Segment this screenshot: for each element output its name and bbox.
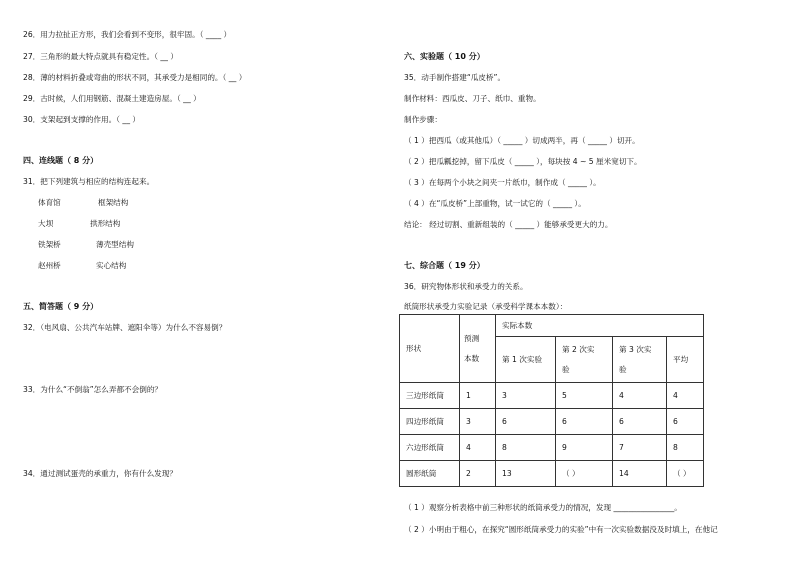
cell-shape: 四边形纸筒: [400, 409, 460, 435]
match-left-3: 铁架桥: [38, 240, 61, 249]
cell-shape: 三边形纸筒: [400, 383, 460, 409]
cell-shape: 圆形纸筒: [400, 461, 460, 487]
cell-trial-1: 8: [496, 435, 556, 461]
match-right-3: 薄壳型结构: [96, 240, 134, 249]
question-36: 36．研究物体形状和承受力的关系。: [404, 282, 528, 291]
cell-predict: 4: [460, 435, 496, 461]
header-shape: 形状: [400, 315, 460, 383]
cell-predict: 1: [460, 383, 496, 409]
question-35: 35．动手制作搭建“瓜皮桥”。: [404, 73, 506, 82]
table-caption: 纸筒形状承受力实验记录（承受科学课本本数）：: [404, 302, 568, 311]
cell-predict: 3: [460, 409, 496, 435]
header-trial-1: 第 1 次实验: [496, 337, 556, 383]
section-7-title: 七、综合题（ 19 分）: [404, 261, 485, 270]
steps-title: 制作步骤：: [404, 115, 442, 124]
table-row: [400, 435, 704, 461]
materials-text: 制作材料：西瓜皮、刀子、纸巾、重物。: [404, 94, 541, 103]
match-right-1: 框架结构: [98, 198, 129, 207]
experiment-table: [399, 314, 704, 487]
header-predict: 预测本数: [460, 315, 496, 383]
step-4: （ 4 ）在“瓜皮桥”上部重物，试一试它的（ _____ ）。: [404, 199, 586, 208]
match-right-2: 拱形结构: [90, 219, 121, 228]
header-actual: 实际本数: [496, 315, 704, 337]
cell-trial-2: 5: [556, 383, 613, 409]
section-5-title: 五、简答题（ 9 分）: [23, 302, 99, 311]
question-32: 32．（电风扇、公共汽车站牌、遮阳伞等）为什么不容易倒？: [23, 323, 227, 332]
cell-predict: 2: [460, 461, 496, 487]
conclusion-text: 结论： 经过切割、重新组装的（ _____ ）能够承受更大的力。: [404, 220, 613, 229]
cell-trial-2: 9: [556, 435, 613, 461]
table-row: [400, 383, 704, 409]
question-29: 29．古时候，人们用钢筋、混凝土建造房屋。（ __ ）: [23, 94, 201, 103]
cell-average: 8: [667, 435, 704, 461]
cell-trial-1: 3: [496, 383, 556, 409]
header-trial-3: 第 3 次实验: [613, 337, 667, 383]
header-trial-2: 第 2 次实验: [556, 337, 613, 383]
question-33: 33．为什么“不倒翁”怎么弄都不会倒的？: [23, 385, 163, 394]
step-1: （ 1 ）把西瓜（或其他瓜）（ _____ ）切成两半，再（ _____ ）切开。: [404, 136, 640, 145]
match-left-2: 大坝: [38, 219, 54, 228]
question-31: 31．把下列建筑与相应的结构连起来。: [23, 177, 155, 186]
step-2: （ 2 ）把瓜瓤挖掉，留下瓜皮（ _____ ），每块按 4 ~ 5 厘米宽切下。: [404, 157, 642, 166]
table-row: [400, 461, 704, 487]
section-4-title: 四、连线题（ 8 分）: [23, 156, 99, 165]
cell-average: 6: [667, 409, 704, 435]
header-average: 平均: [667, 337, 704, 383]
sub-question-2: （ 2 ）小明由于粗心，在探究“圆形纸筒承受力的实验”中有一次实验数据没及时填上，在他记: [404, 525, 718, 534]
match-left-1: 体育馆: [38, 198, 61, 207]
table-row: [400, 409, 704, 435]
match-left-4: 赵州桥: [38, 261, 61, 270]
question-34: 34．通过测试蛋壳的承重力，你有什么发现？: [23, 469, 177, 478]
cell-trial-3: 6: [613, 409, 667, 435]
cell-shape: 六边形纸筒: [400, 435, 460, 461]
cell-trial-3: 14: [613, 461, 667, 487]
cell-trial-3: 7: [613, 435, 667, 461]
sub-question-1: （ 1 ）观察分析表格中前三种形状的纸筒承受力的情况，发现 ________________。: [404, 503, 682, 512]
cell-average: （ ）: [667, 461, 704, 487]
question-30: 30．支架起到支撑的作用。（ __ ）: [23, 115, 141, 124]
cell-trial-1: 6: [496, 409, 556, 435]
cell-trial-2: 6: [556, 409, 613, 435]
match-right-4: 实心结构: [96, 261, 127, 270]
cell-trial-3: 4: [613, 383, 667, 409]
cell-trial-1: 13: [496, 461, 556, 487]
step-3: （ 3 ）在每两个小块之间夹一片纸巾，制作成（ _____ ）。: [404, 178, 601, 187]
cell-average: 4: [667, 383, 704, 409]
cell-trial-2: （ ）: [556, 461, 613, 487]
question-27: 27．三角形的最大特点就具有稳定性。（ __ ）: [23, 52, 178, 61]
section-6-title: 六、实验题（ 10 分）: [404, 52, 485, 61]
question-28: 28．薄的材料折叠或弯曲的形状不同，其承受力是相同的。（ __ ）: [23, 73, 247, 82]
question-26: 26．用力拉扯正方形，我们会看到不变形，很牢固。（ ____ ）: [23, 30, 232, 39]
